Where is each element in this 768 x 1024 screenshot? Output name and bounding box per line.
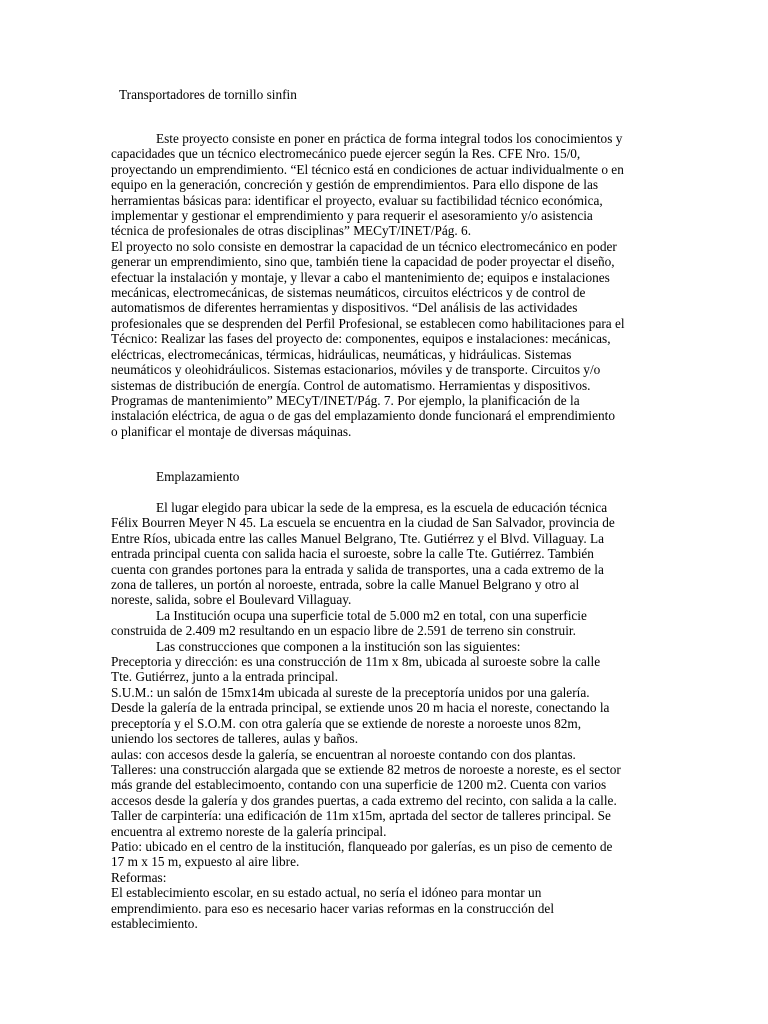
text-line: eléctricas, electromecánicas, térmicas, hidráulicas, neumáticas, y hidráulicas. Sistemas xyxy=(111,346,572,362)
text-line: uniendo los sectores de talleres, aulas y baños. xyxy=(111,731,359,747)
text-line: preceptoría y el S.O.M. con otra galería que se extiende de noreste a noroeste unos 82m, xyxy=(111,715,582,731)
text-line: o planificar el montaje de diversas máquinas. xyxy=(111,423,352,439)
text-line: aulas: con accesos desde la galería, se encuentran al noroeste contando con dos plantas. xyxy=(111,746,576,762)
text-line: efectuar la instalación y montaje, y llevar a cabo el mantenimiento de; equipos e instalaciones xyxy=(111,269,610,285)
text-line: proyectando un emprendimiento. “El técnico está en condiciones de actuar individualmente o en xyxy=(111,161,624,177)
text-line: construida de 2.409 m2 resultando en un espacio libre de 2.591 de terreno sin construir. xyxy=(111,623,576,639)
text-line: instalación eléctrica, de agua o de gas del emplazamiento donde funcionará el emprendimiento xyxy=(111,408,615,424)
text-line: automatismos de diferentes herramientas y dispositivos. “Del análisis de las actividades xyxy=(111,300,578,316)
text-line: equipo en la generación, concreción y gestión de emprendimientos. Para ello dispone de las xyxy=(111,177,599,193)
text-line: Programas de mantenimiento” MECyT/INET/Pág. 7. Por ejemplo, la planificación de la xyxy=(111,392,580,408)
text-line: Taller de carpintería: una edificación de 11m x15m, aprtada del sector de talleres principal. Se xyxy=(111,808,611,824)
intro-section xyxy=(111,131,663,439)
text-line: generar un emprendimiento, sino que, también tiene la capacidad de poder proyectar el diseño, xyxy=(111,254,615,270)
text-line: S.U.M.: un salón de 15mx14m ubicada al sureste de la preceptoría unidos por una galería. xyxy=(111,684,590,700)
text-line: Este proyecto consiste en poner en práctica de forma integral todos los conocimientos y xyxy=(156,131,623,146)
text-line: más grande del establecimoento, contando con una superficie de 1200 m2. Cuenta con varios xyxy=(111,777,607,793)
text-line: capacidades que un técnico electromecánico puede ejercer según la Res. CFE Nro. 15/0, xyxy=(111,146,581,162)
text-line: 17 m x 15 m, expuesto al aire libre. xyxy=(111,854,300,870)
text-line: noreste, salida, sobre el Boulevard Villaguay. xyxy=(111,592,352,608)
text-line: mecánicas, electromecánicas, de sistemas neumáticos, circuitos eléctricos y de control de xyxy=(111,285,586,301)
text-line: sistemas de distribución de energía. Control de automatismo. Herramientas y dispositivos. xyxy=(111,377,591,393)
text-line: El lugar elegido para ubicar la sede de la empresa, es la escuela de educación técnica xyxy=(156,500,608,515)
text-line: profesionales que se desprenden del Perfil Profesional, se establecen como habilitaciones para el xyxy=(111,315,625,331)
text-line: El establecimiento escolar, en su estado actual, no sería el idóneo para montar un xyxy=(111,885,542,901)
text-line: accesos desde la galería y dos grandes puertas, a cada extremo del recinto, con salida a la calle. xyxy=(111,792,617,808)
text-line: zona de talleres, un portón al noroeste, entrada, sobre la calle Manuel Belgrano y otro al xyxy=(111,577,580,593)
text-line: Félix Bourren Meyer N 45. La escuela se encuentra en la ciudad de San Salvador, provincia de xyxy=(111,515,615,531)
text-line: neumáticos y oleohidráulicos. Sistemas estacionarios, móviles y de transporte. Circuitos y/o xyxy=(111,362,601,378)
text-line: encuentra al extremo noreste de la galería principal. xyxy=(111,823,387,839)
text-line: La Institución ocupa una superficie total de 5.000 m2 en total, con una superficie xyxy=(156,607,587,623)
text-line: Técnico: Realizar las fases del proyecto de: componentes, equipos e instalaciones: mecánicas, xyxy=(111,331,611,347)
text-line: entrada principal cuenta con salida hacia el suroeste, sobre la calle Tte. Gutiérrez. También xyxy=(111,546,594,562)
text-line: implementar y gestionar el emprendimiento y para requerir el asesoramiento y/o asistencia xyxy=(111,208,593,224)
text-line: Entre Ríos, ubicada entre las calles Manuel Belgrano, Tte. Gutiérrez y el Blvd. Villaguay. La xyxy=(111,530,604,546)
text-line: Reformas: xyxy=(111,869,167,885)
text-line: El proyecto no solo consiste en demostrar la capacidad de un técnico electromecánico en poder xyxy=(111,238,617,254)
text-line: establecimiento. xyxy=(111,915,198,931)
text-line: Preceptoria y dirección: es una construcción de 11m x 8m, ubicada al suroeste sobre la calle xyxy=(111,654,601,670)
text-line: herramientas básicas para: identificar el proyecto, evaluar su factibilidad técnico económica, xyxy=(111,192,603,208)
text-line: Tte. Gutiérrez, junto a la entrada principal. xyxy=(111,669,339,685)
text-line: Patio: ubicado en el centro de la institución, flanqueado por galerías, es un piso de cemento de xyxy=(111,838,613,854)
text-line: Talleres: una construcción alargada que se extiende 82 metros de noroeste a noreste, es el sector xyxy=(111,761,621,777)
document-title: Transportadores de tornillo sinfin xyxy=(119,87,297,102)
text-line: cuenta con grandes portones para la entrada y salida de transportes, una a cada extremo de la xyxy=(111,561,604,577)
section-heading-emplazamiento: Emplazamiento xyxy=(156,469,240,484)
text-line: técnica de profesionales de otras disciplinas” MECyT/INET/Pág. 6. xyxy=(111,223,472,239)
text-line: emprendimiento. para eso es necesario hacer varias reformas en la construcción del xyxy=(111,900,555,916)
text-line: Las construcciones que componen a la institución son las siguientes: xyxy=(156,638,521,654)
text-line: Desde la galería de la entrada principal, se extiende unos 20 m hacia el noreste, conectando la xyxy=(111,700,610,716)
emplazamiento-section xyxy=(111,500,663,931)
